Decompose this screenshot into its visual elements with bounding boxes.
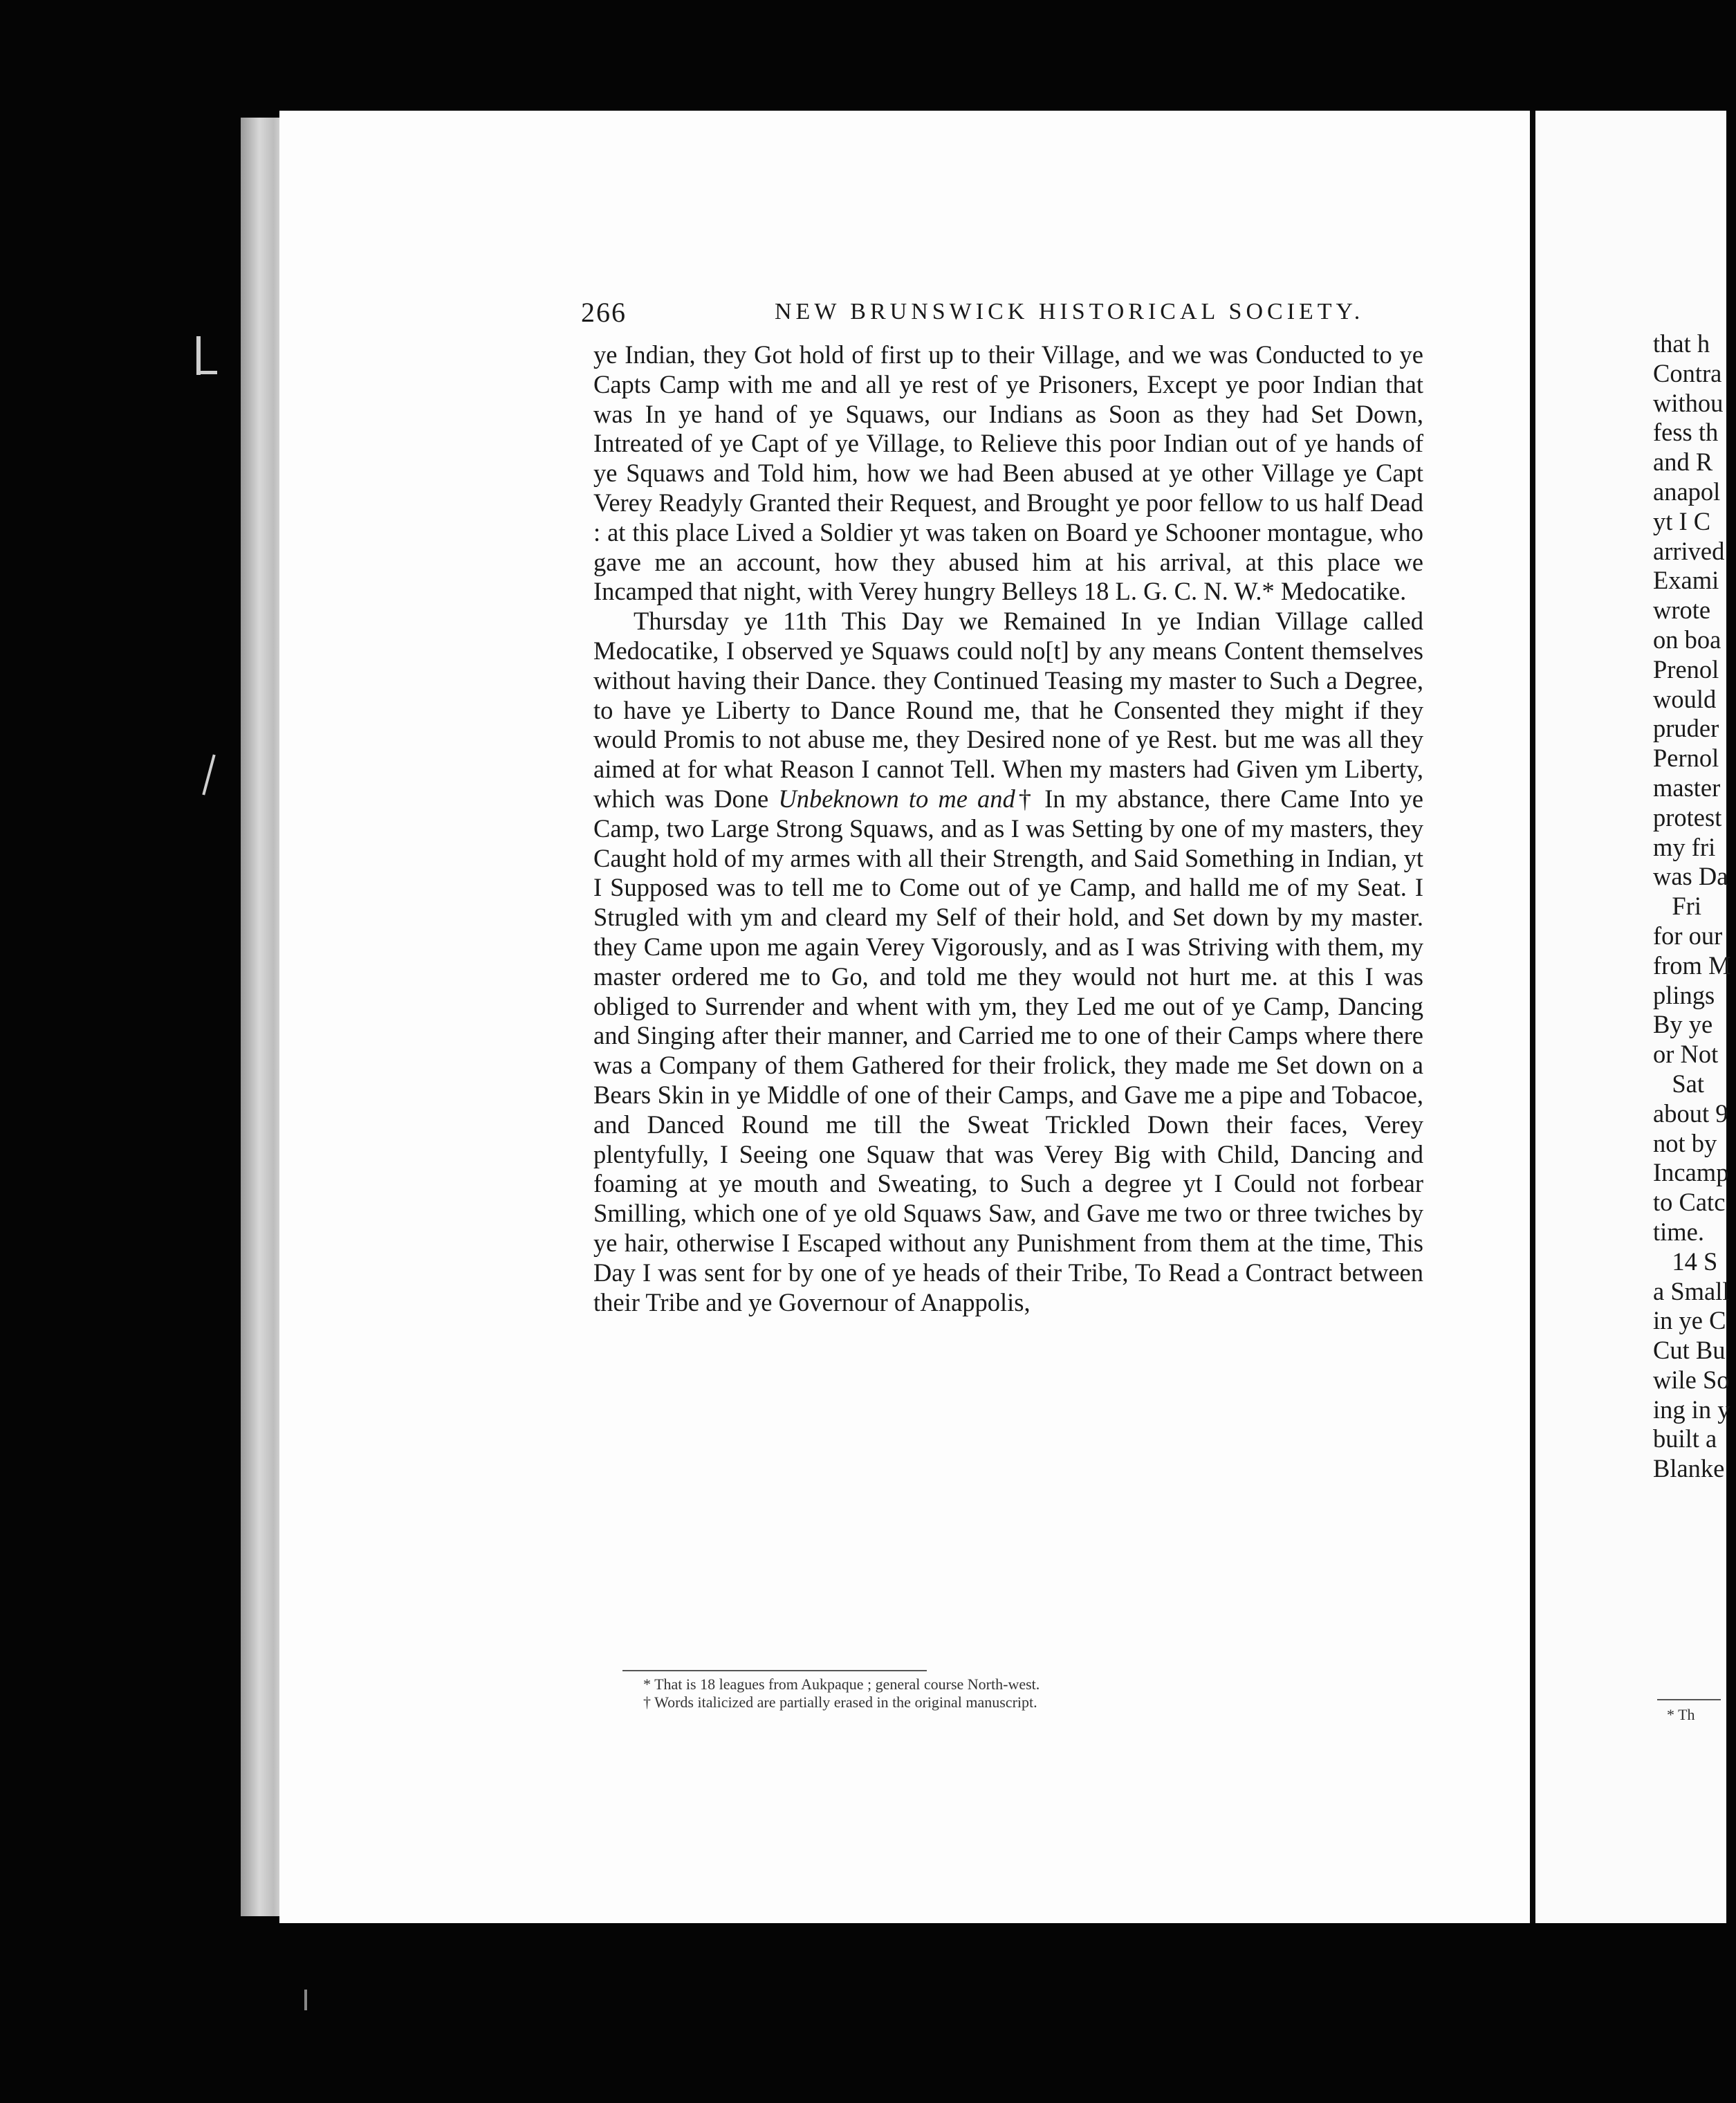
right-page-text: that h Contra withou fess th and R anapol yt I C arrived Exami wrote on boa Prenol would pruder Pernol master protest my fri was Da Fri for our from M plings By ye or Not Sat about 9 not by Incamp to Catc time. 14 S a Small in ye C Cut Bu wile So ing in y built a Blanke xyxy=(1653,329,1731,1483)
footnote-rule xyxy=(622,1670,927,1671)
running-title: NEW BRUNSWICK HISTORICAL SOCIETY. xyxy=(775,299,1365,324)
footnote-1: * That is 18 leagues from Aukpaque ; general course North-west. xyxy=(643,1675,1040,1693)
page-header xyxy=(581,296,1425,331)
scan-mark xyxy=(202,755,215,796)
paragraph-2-end: † In my abstance, there Came Into ye Camp, two Large Strong Squaws, and as I was Setting by one of my masters, they Caught hold of my armes with all their Strength, and Said Something in Indian, yt I Supposed was to tell me to Come out of ye Camp, and halld me of my Seat. I Strugled with ym and cleard my Self of their hold, and Set down by my master. they Came upon me again Verey Vigorously, and as I was Striving with them, my master ordered me to Go, and told me they would not hurt me. at this I was obliged to Surrender and whent with ym, they Led me out of ye Camp, Dancing and Singing after their manner, and Carried me to one of their Camps where there was a Company of them Gathered for their frolick, they made me Set down on a Bears Skin in ye Middle of one of their Camps, and Gave me a pipe and Tobacoe, and Danced Round me till the Sweat Trickled Down their faces, Verey plentyfully, I Seeing one Squaw that was Verey Big with Child, Dancing and foaming at ye mouth and Sweating, to Such a degree yt I Could not forbear Smilling, which one of ye old Squaws Saw, and Gave me two or three twiches by ye hair, otherwise I Escaped without any Punishment from them at the time, This Day I was sent for by one of ye heads of their Tribe, To Read a Contract between their Tribe and ye Governour of Anappolis, xyxy=(593,784,1423,1316)
page-number: 266 xyxy=(581,297,627,328)
footnotes xyxy=(643,1675,1040,1711)
scan-mark xyxy=(196,371,217,374)
scan-mark xyxy=(304,1990,307,2010)
paragraph-2-italic: Unbeknown to me and xyxy=(778,784,1015,813)
paragraph-2-start: Thursday ye 11th This Day we Remained In ye Indian Village called Medocatike, I observed ye Squaws could no[t] by any means Content themselves without having their Dance. they Continued Teasing my master to Such a Degree, to have ye Liberty to Dance Round me, that he Consented they might if they would Promis to not abuse me, they Desired none of ye Rest. but me was all they aimed at for what Reason I cannot Tell. When my masters had Given ym Liberty, which was Done xyxy=(593,607,1423,813)
footnote-2: † Words italicized are partially erased in the original manuscript. xyxy=(643,1693,1037,1711)
scan-mark xyxy=(196,336,201,375)
paragraph-1: ye Indian, they Got hold of first up to their Village, and we was Conducted to ye Capts Camp with me and all ye rest of ye Prisoners, Except ye poor Indian that was In ye hand of ye Squaws, our Indians as Soon as they had Set Down, Intreated of ye Capt of ye Village, to Relieve this poor Indian out of ye hands of ye Squaws and Told him, how we had Been abused at ye other Village ye Capt Verey Readyly Granted their Request, and Brought ye poor fellow to us half Dead : at this place Lived a Soldier yt was taken on Board ye Schooner montague, who gave me an account, how they abused him at his arrival, at this place we Incamped that night, with Verey hungry Belleys 18 L. G. C. N. W.* Medocatike. xyxy=(593,340,1423,606)
body-text xyxy=(593,340,1423,1317)
right-page-footnote-rule xyxy=(1657,1699,1721,1700)
right-page-footnote: * Th xyxy=(1667,1706,1695,1723)
paragraph-2 xyxy=(593,607,1423,1317)
